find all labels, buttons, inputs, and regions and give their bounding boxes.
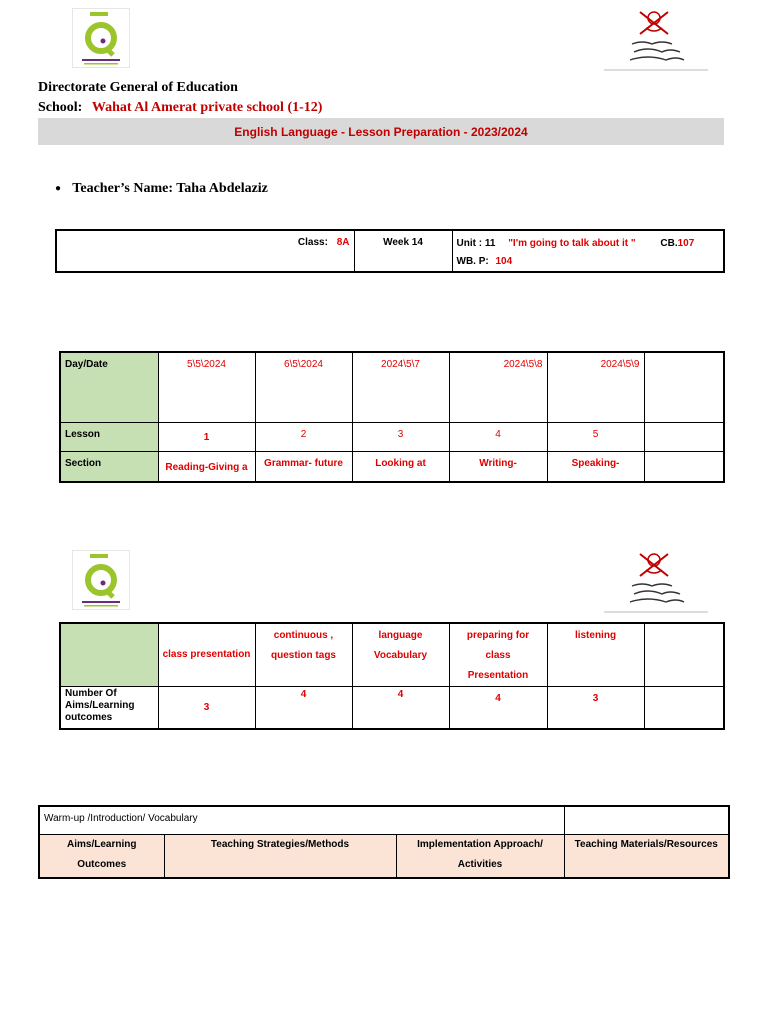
schedule-table-continued	[59, 622, 725, 730]
date-cell: 2024\5\8	[449, 352, 547, 422]
oman-emblem-logo-repeat	[604, 550, 708, 614]
section-cont-cell	[352, 623, 449, 687]
col-aims-header: Aims/Learning Outcomes	[39, 834, 164, 878]
lesson-cell: 3	[352, 422, 449, 451]
oman-emblem-icon	[604, 8, 708, 72]
lesson-cell: 1	[158, 422, 255, 451]
col-strategies-text: Teaching Strategies/Methods	[210, 838, 350, 850]
day-date-label: Day/Date	[60, 352, 158, 422]
cb-label: CB.	[660, 238, 678, 249]
section-cont-line: continuous ,	[273, 630, 334, 641]
section-cont-cell	[255, 623, 352, 687]
section-cell: Speaking-	[547, 451, 644, 482]
lesson-cell: 5	[547, 422, 644, 451]
section-cont-line: Vocabulary	[373, 650, 428, 661]
aims-count-cell: 4	[255, 687, 352, 729]
quality-logo-repeat	[72, 550, 132, 612]
col-strategies-header	[164, 834, 396, 878]
teacher-label: Teacher’s Name: Taha Abdelaziz	[72, 181, 268, 196]
aims-count-label: Number Of Aims/Learning outcomes	[60, 687, 158, 729]
section-cont-line: class	[485, 650, 511, 661]
section-cont-line: question tags	[270, 650, 336, 661]
section-cont-line: class presentation	[162, 649, 251, 660]
section-cont-cell	[449, 623, 547, 687]
unit-line	[457, 235, 720, 253]
section-cell: Looking at	[352, 451, 449, 482]
wb-line	[457, 253, 720, 271]
date-cell	[644, 352, 724, 422]
quality-management-q-logo-icon	[72, 550, 130, 610]
date-cell: 2024\5\9	[547, 352, 644, 422]
lesson-cell	[644, 422, 724, 451]
school-name: Wahat Al Amerat private school (1-12)	[91, 100, 323, 115]
wb-label: WB. P:	[456, 256, 489, 267]
lesson-cell: 4	[449, 422, 547, 451]
warmup-title: Warm-up /Introduction/ Vocabulary	[39, 806, 564, 834]
col-materials-header	[564, 834, 729, 878]
quality-logo	[72, 8, 132, 70]
date-cell: 2024\5\7	[352, 352, 449, 422]
section-cont-cell	[547, 623, 644, 687]
unit-title: "I'm going to talk about it "	[508, 238, 636, 249]
lesson-label: Lesson	[60, 422, 158, 451]
aims-count-cell: 4	[449, 687, 547, 729]
class-cell	[56, 230, 354, 272]
bullet-icon: ●	[55, 183, 62, 194]
week-cell: Week 14	[354, 230, 452, 272]
section-cont-cell	[644, 623, 724, 687]
banner-title: English Language - Lesson Preparation - 2023/2024	[234, 125, 528, 139]
schedule-table	[59, 351, 725, 483]
section-cont-line: language	[378, 630, 423, 641]
wb-value: 104	[495, 256, 513, 267]
unit-cell	[452, 230, 724, 272]
oman-emblem-logo	[604, 8, 708, 72]
teacher-name	[55, 181, 268, 197]
cb-value: 107	[677, 238, 695, 249]
warmup-title-spacer	[564, 806, 729, 834]
class-info-table	[55, 229, 725, 273]
school-label: School:	[38, 100, 83, 115]
date-cell: 6\5\2024	[255, 352, 352, 422]
aims-count-cell: 3	[547, 687, 644, 729]
unit-label: Unit : 11	[456, 238, 496, 249]
aims-count-cell: 4	[352, 687, 449, 729]
directorate-title: Directorate General of Education	[38, 80, 238, 95]
col-materials-text: Teaching Materials/Resources	[574, 838, 718, 850]
section-cont-cell	[158, 623, 255, 687]
section-cont-label	[60, 623, 158, 687]
col-implementation-header: Implementation Approach/ Activities	[396, 834, 564, 878]
quality-management-q-logo-icon	[72, 8, 130, 68]
section-cont-line: preparing for	[466, 630, 530, 641]
section-cell	[644, 451, 724, 482]
class-label: Class:	[297, 237, 328, 248]
date-cell: 5\5\2024	[158, 352, 255, 422]
section-cell: Writing-	[449, 451, 547, 482]
class-value: 8A	[336, 237, 350, 248]
school-line	[38, 100, 322, 116]
lesson-prep-banner	[38, 118, 724, 145]
section-cont-line: listening	[574, 630, 617, 641]
oman-emblem-icon	[604, 550, 708, 614]
section-label: Section	[60, 451, 158, 482]
section-cont-line: Presentation	[467, 670, 529, 681]
aims-count-cell	[644, 687, 724, 729]
warmup-table	[38, 805, 730, 879]
section-cell: Reading-Giving a	[158, 451, 255, 482]
aims-count-cell: 3	[158, 687, 255, 729]
lesson-cell: 2	[255, 422, 352, 451]
section-cell: Grammar- future	[255, 451, 352, 482]
